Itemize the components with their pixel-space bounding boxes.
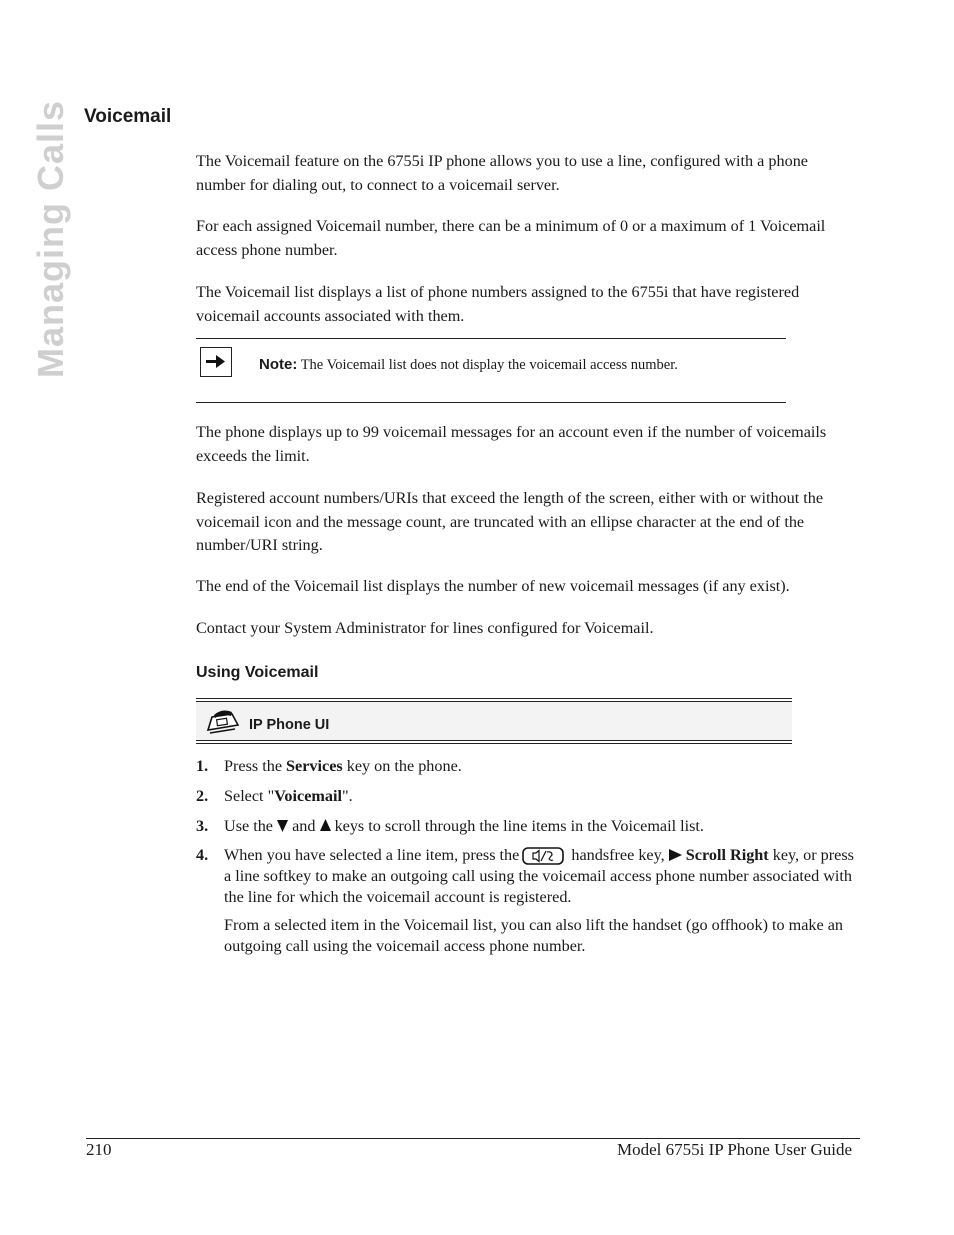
ui-band-bottom-rule-1 [196,740,792,741]
step-3-pre: Use the [224,817,278,835]
step-4-number: 4. [196,846,209,864]
step-2-number: 2. [196,787,209,805]
paragraph-voicemail-list: The Voicemail list displays a list of phone numbers assigned to the 6755i that have registered voicemail accounts associated with them. [196,283,800,325]
paragraph-truncation: Registered account numbers/URIs that exceed the length of the screen, either with or without the voicemail icon and the message count, are truncated with an ellipse character at the end of the number/URI string. [196,489,824,554]
scroll-right-key-icon [669,849,682,861]
step-2-post: ". [341,787,353,805]
step-1-number: 1. [196,757,209,775]
step-3-mid: and [288,817,320,835]
footer-rule [86,1138,860,1139]
step-1-text [224,756,860,777]
ip-phone-ui-label: IP Phone UI [249,717,330,733]
paragraph-list-end: The end of the Voicemail list displays the number of new voicemail messages (if any exist). [196,577,790,595]
note-bottom-rule [196,402,786,403]
note-label: Note: [259,356,298,373]
step-2-text [224,786,860,807]
step-1-post: key on the phone. [342,757,462,775]
scroll-right-key-label: Scroll Right [685,846,769,864]
step-3-number: 3. [196,817,209,835]
side-tab-chapter: Managing Calls [30,99,71,378]
paragraph-intro: The Voicemail feature on the 6755i IP phone allows you to use a line, configured with a phone number for dialing out, to connect to a voicemail server. [196,152,808,194]
handsfree-key-icon [522,846,564,866]
down-arrow-key-icon [277,819,288,832]
up-arrow-key-icon [320,819,331,832]
footer-page-number: 210 [86,1140,112,1159]
note-top-rule [196,338,786,339]
step-3-text [224,816,860,837]
step-4-pre: When you have selected a line item, press the [224,846,520,864]
step-2-pre: Select " [224,787,275,805]
voicemail-option-label: Voicemail [274,787,342,805]
paragraph-voicemail-number: For each assigned Voicemail number, there can be a minimum of 0 or a maximum of 1 Voicemail access phone number. [196,217,826,259]
ip-phone-icon [202,709,242,735]
step-4-post: key, or press a line softkey to make an outgoing call using the voicemail access phone number associated with the line for which the voicemail account is registered. [224,846,854,906]
subsection-title: Using Voicemail [196,664,319,681]
section-title: Voicemail [84,106,172,127]
step-3-post: keys to scroll through the line items in the Voicemail list. [330,817,704,835]
step-4-text [224,845,860,908]
note-text [259,356,678,374]
footer-guide-title: Model 6755i IP Phone User Guide [617,1140,852,1159]
paragraph-contact-admin: Contact your System Administrator for lines configured for Voicemail. [196,619,654,637]
step-1-pre: Press the [224,757,287,775]
ui-band-bottom-rule-2 [196,743,792,744]
services-key-label: Services [286,757,343,775]
paragraph-99-messages: The phone displays up to 99 voicemail messages for an account even if the number of voicemails exceeds the limit. [196,423,827,465]
step-4-extra-text: From a selected item in the Voicemail list, you can also lift the handset (go offhook) to make an outgoing call using the voicemail access phone number. [224,916,844,955]
note-body: The Voicemail list does not display the voicemail access number. [300,357,678,373]
ui-band-top-rule-1 [196,698,792,699]
arrow-right-icon [200,347,232,377]
step-4-mid: handsfree key, [567,846,669,864]
